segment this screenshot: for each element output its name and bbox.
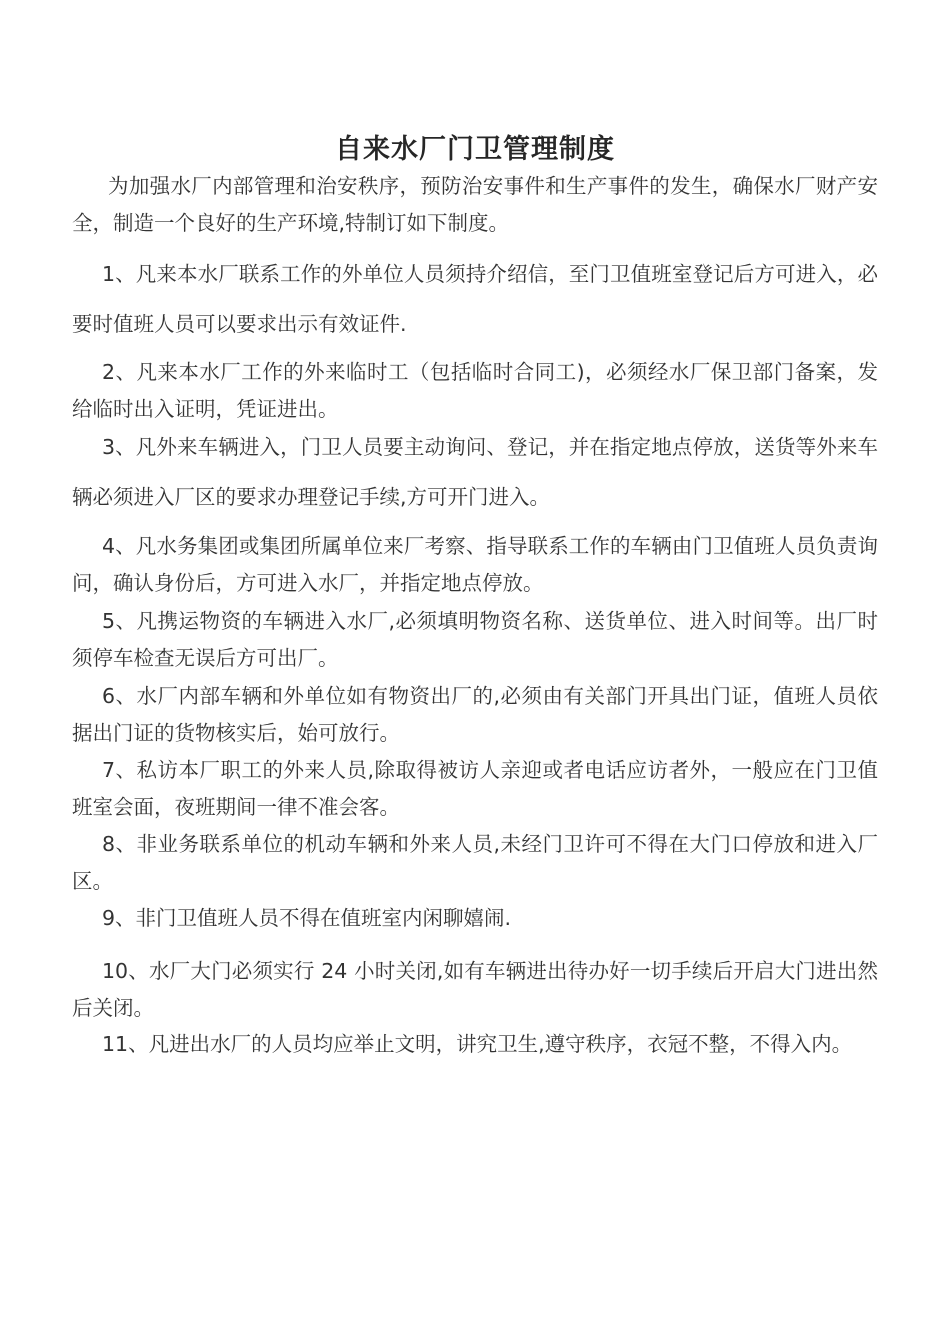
rule-item-4: 4、凡水务集团或集团所属单位来厂考察、指导联系工作的车辆由门卫值班人员负责询问，确认身份后，方可进入水厂，并指定地点停放。 bbox=[72, 534, 878, 595]
intro-paragraph: 为加强水厂内部管理和治安秩序，预防治安事件和生产事件的发生，确保水厂财产安全，制造一个良好的生产环境,特制订如下制度。 bbox=[72, 174, 878, 235]
rule-item-8: 8、非业务联系单位的机动车辆和外来人员,未经门卫许可不得在大门口停放和进入厂区。 bbox=[72, 832, 878, 893]
rule-item-5: 5、凡携运物资的车辆进入水厂,必须填明物资名称、送货单位、进入时间等。出厂时须停车检查无误后方可出厂。 bbox=[72, 609, 878, 670]
rule-item-3: 3、凡外来车辆进入，门卫人员要主动询问、登记，并在指定地点停放，送货等外来车辆必须进入厂区的要求办理登记手续,方可开门进入。 bbox=[72, 435, 878, 509]
rule-item-6: 6、水厂内部车辆和外单位如有物资出厂的,必须由有关部门开具出门证，值班人员依据出门证的货物核实后，始可放行。 bbox=[72, 684, 878, 745]
document-title: 自来水厂门卫管理制度 bbox=[335, 134, 615, 165]
rule-item-2: 2、凡来本水厂工作的外来临时工（包括临时合同工)，必须经水厂保卫部门备案，发给临时出入证明，凭证进出。 bbox=[72, 360, 878, 421]
rule-item-7: 7、私访本厂职工的外来人员,除取得被访人亲迎或者电话应访者外，一般应在门卫值班室会面，夜班期间一律不准会客。 bbox=[72, 758, 878, 819]
rule-item-11: 11、凡进出水厂的人员均应举止文明，讲究卫生,遵守秩序，衣冠不整，不得入内。 bbox=[102, 1032, 853, 1056]
rule-item-9: 9、非门卫值班人员不得在值班室内闲聊嬉闹. bbox=[102, 906, 512, 930]
rule-item-1: 1、凡来本水厂联系工作的外单位人员须持介绍信，至门卫值班室登记后方可进入，必要时值班人员可以要求出示有效证件. bbox=[72, 262, 878, 336]
rule-item-10: 10、水厂大门必须实行 24 小时关闭,如有车辆进出待办好一切手续后开启大门进出然后关闭。 bbox=[72, 959, 878, 1020]
